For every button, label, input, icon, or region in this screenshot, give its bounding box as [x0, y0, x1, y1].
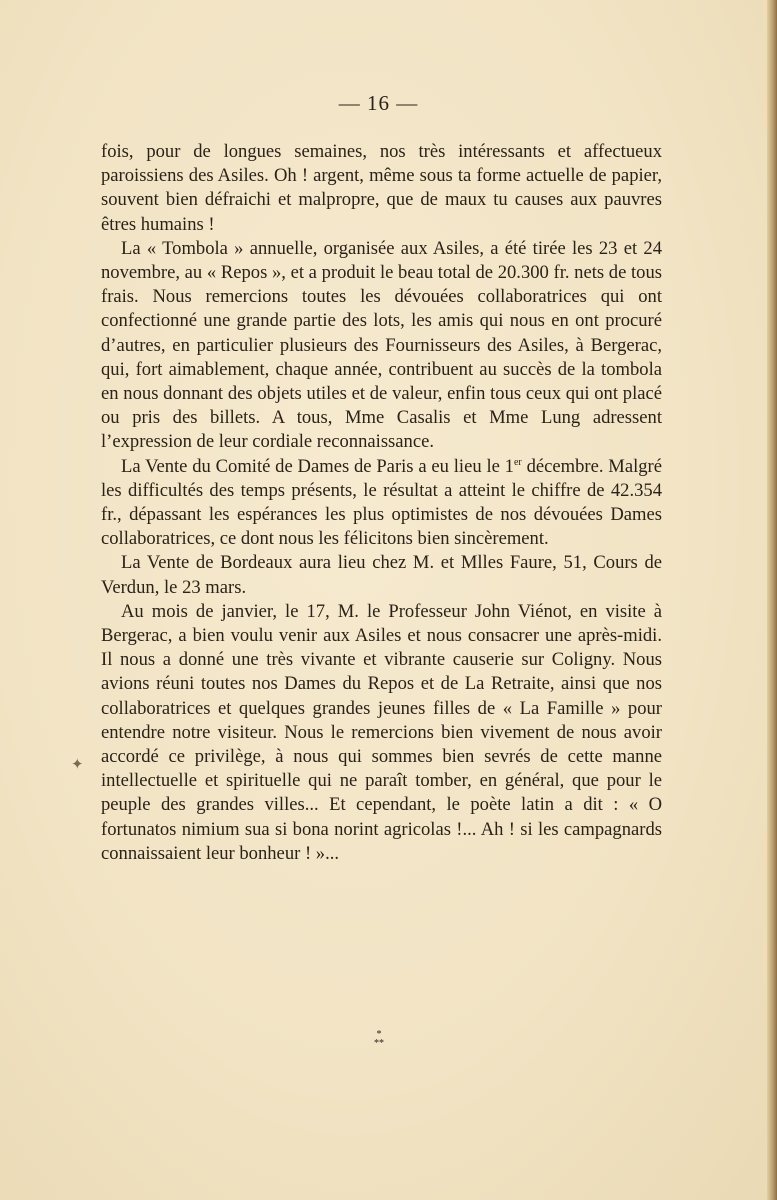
page-edge — [767, 0, 777, 1200]
paragraph-5: Au mois de janvier, le 17, M. le Professeur John Viénot, en visite à Bergerac, a bien voulu venir aux Asiles et nous consacrer une après-midi. Il nous a donné une très vivante et vibrante causerie sur Coligny. Nous avions réuni toutes nos Dames du Repos et de La Retraite, ainsi que nos collaboratrices et quelques grandes jeunes filles de « La Famille » pour entendre notre visiteur. Nous le remercions bien vivement de nous avoir accordé ce privilège, à nous qui sommes bien sevrés de cette manne intellectuelle et spirituelle qui ne paraît tomber, en général, que pour le peuple des grandes villes... Et cependant, le poète latin a dit : « O fortunatos nimium sua si bona norint agricolas !... Ah ! si les campagnards connaissaient leur bonheur ! »... — [101, 600, 662, 864]
paragraph-3 — [101, 455, 662, 552]
paragraph-2: La « Tombola » annuelle, organisée aux Asiles, a été tirée les 23 et 24 novembre, au « Repos », et a produit le beau total de 20.300 fr. nets de tous frais. Nous remercions toutes les dévouées collaboratrices qui ont confectionné une grande partie des lots, les amis qui nous en ont procuré d’autres, en particulier plusieurs des Fournisseurs des Asiles, à Bergerac, qui, fort aimablement, chaque année, contribuent au succès de la tombola en nous donnant des objets utiles et de valeur, enfin tous ceux qui ont placé ou pris des billets. A tous, Mme Casalis et Mme Lung adressent l’expression de leur cordiale reconnaissance. — [101, 237, 662, 453]
asterism-top: * — [376, 1029, 382, 1040]
margin-mark: ✦ — [71, 757, 84, 773]
asterism-divider — [371, 1030, 387, 1052]
asterism-bottom: ** — [374, 1038, 384, 1049]
page-number: — 16 — — [338, 91, 419, 115]
paragraph-4: La Vente de Bordeaux aura lieu chez M. et Mlles Faure, 51, Cours de Verdun, le 23 mars. — [101, 552, 662, 598]
ordinal-superscript: er — [513, 456, 522, 468]
paragraph-3-end: décembre. Malgré les difficultés des temps présents, le résultat a atteint le chiffre de 42.354 fr., dépassant les espérances les plus optimistes de nos dévouées Dames collaboratrices, ce dont nous les félicitons bien sincèrement. — [101, 455, 662, 550]
paragraph-3-start: La Vente du Comité de Dames de Paris a eu lieu le 1 — [121, 455, 514, 477]
paragraph-1: fois, pour de longues semaines, nos très intéressants et affectueux paroissiens des Asiles. Oh ! argent, même sous ta forme actuelle de papier, souvent bien défraichi et malpropre, que de maux tu causes aux pauvres êtres humains ! — [101, 141, 662, 235]
body-text — [101, 140, 662, 866]
